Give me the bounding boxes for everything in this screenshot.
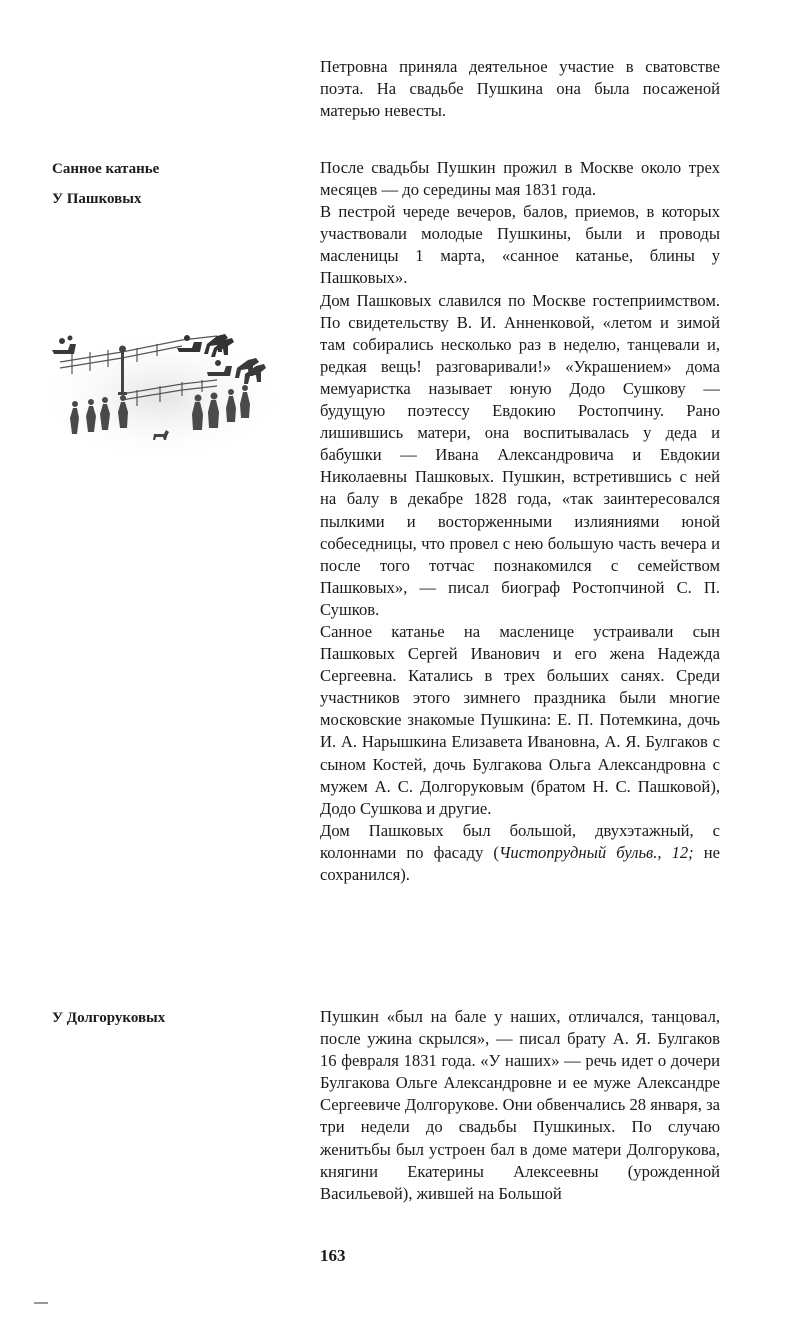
text-span: не сохранился). <box>320 842 720 884</box>
dolgorukovy-section <box>320 1006 720 1205</box>
sleigh-ride-illustration <box>42 322 282 462</box>
text-span: Дом Пашковых был большой, двухэтажный, с колоннами по фасаду ( <box>320 820 720 862</box>
paragraph: Пушкин «был на бале у наших, отличался, танцовал, после ужина скрылся», — писал брату А. Я. Булгаков 16 февраля 1831 года. «У наших» — речь идет о дочери Булгакова Ольге Александровне и ее муже Александре Сергеевиче Долгорукове. Они обвенчались 28 января, за три недели до свадьбы Пушкиных. По случаю женитьбы был устроен бал в доме матери Долгорукова, княгини Екатерины Алексеевны (урожденной Васильевой), жившей на Большой <box>320 1007 720 1203</box>
section-heading-sannoe <box>52 154 159 214</box>
pashkovy-section <box>320 157 720 886</box>
paragraph: После свадьбы Пушкин прожил в Москве около трех месяцев — до середины мая 1831 года. <box>320 158 720 200</box>
section-heading-dolgorukovy <box>52 1003 165 1033</box>
paragraph: Дом Пашковых славился по Москве гостеприимством. По свидетельству В. И. Анненковой, «летом и зимой там собирались несколько раз в неделю, танцевали и, редкая вещь! разговаривали!» «Украшением» дома мемуаристка называет юную Додо Сушкову — будущую поэтессу Евдокию Ростопчину. Рано лишившись матери, она воспитывалась у деда и бабушки — Ивана Александровича и Евдокии Николаевны Пашковых. Пушкин, встретившись с ней на балу в декабре 1828 года, «так заинтересовался пылкими и восторженными излияниями юной собеседницы, что провел с нею большую часть вечера и после того тотчас познакомился с семейством Пашковых», — писал биограф Ростопчиной С. П. Сушков. <box>320 290 720 619</box>
address-italic: Чистопрудный бульв., 12; <box>498 842 694 862</box>
heading-line: Санное катанье <box>52 161 160 177</box>
page-number: 163 <box>320 1246 346 1265</box>
paragraph-house <box>320 820 720 886</box>
paragraph: Петровна приняла деятельное участие в сватовстве поэта. На свадьбе Пушкина она была посаженой матерью невесты. <box>320 57 720 121</box>
intro-section <box>320 56 720 122</box>
paragraph: Санное катанье на масленице устраивали сын Пашковых Сергей Иванович и его жена Надежда Сергеевна. Катались в трех больших санях. Среди участников этого зимнего праздника были многие московские знакомые Пушкина: Е. П. Потемкина, дочь И. А. Нарышкина Елизавета Ивановна, А. Я. Булгаков с сыном Костей, дочь Булгакова Ольга Александровна с мужем А. С. Долгоруковым (братом Н. С. Пашковой), Додо Сушкова и другие. <box>320 621 720 818</box>
heading-line: У Долгоруковых <box>52 1010 166 1026</box>
edge-mark <box>34 1302 48 1304</box>
heading-line: У Пашковых <box>52 191 142 207</box>
paragraph: В пестрой череде вечеров, балов, приемов, в которых участвовали молодые Пушкины, были и проводы масленицы 1 марта, «санное катанье, блины у Пашковых». <box>320 202 720 288</box>
